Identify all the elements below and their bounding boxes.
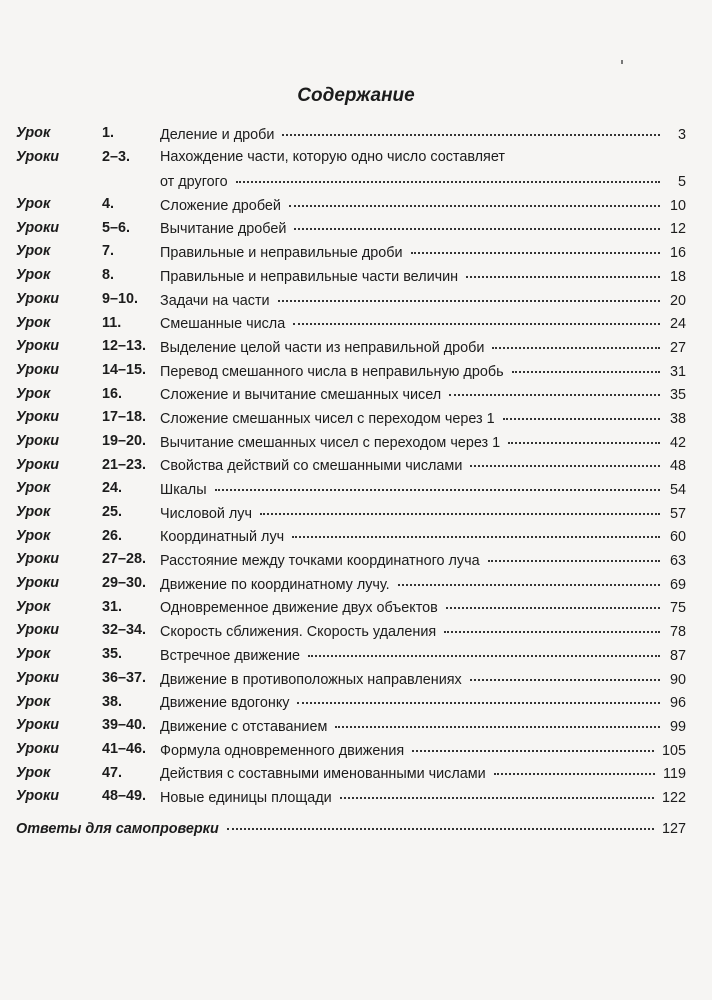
lesson-kind: Урок: [16, 196, 51, 213]
dot-leader: [293, 322, 660, 325]
lesson-kind: Урок: [16, 693, 51, 710]
dot-leader: [512, 370, 660, 373]
dot-leader: [444, 630, 660, 633]
lesson-kind: Урок: [16, 267, 51, 284]
toc-row[interactable]: [16, 572, 686, 596]
page-number: 35: [669, 387, 686, 404]
dot-leader: [292, 535, 660, 538]
lesson-kind: Уроки: [16, 622, 60, 639]
lesson-number: 24.: [102, 480, 123, 497]
toc-row[interactable]: [16, 596, 686, 620]
page-number: 90: [669, 671, 686, 688]
dot-leader: [236, 180, 660, 183]
dot-leader: [297, 701, 660, 704]
lesson-kind: Урок: [16, 646, 51, 663]
lesson-title: Перевод смешанного числа в неправильную дробь: [160, 363, 504, 380]
lesson-title: Движение по координатному лучу.: [160, 576, 390, 593]
page-number: 63: [669, 553, 686, 570]
lesson-kind: Урок: [16, 598, 51, 615]
lesson-kind: Урок: [16, 385, 51, 402]
lesson-number: 2–3.: [102, 148, 131, 165]
toc-row[interactable]: [16, 714, 686, 738]
lesson-kind: Уроки: [16, 290, 60, 307]
toc-row[interactable]: [16, 525, 686, 549]
page-number: 78: [669, 624, 686, 641]
toc-row[interactable]: [16, 691, 686, 715]
dot-leader: [470, 678, 660, 681]
dot-leader: [508, 441, 660, 444]
toc-row[interactable]: [16, 454, 686, 478]
lesson-number: 48–49.: [102, 788, 147, 805]
page-number: 122: [661, 789, 686, 806]
dot-leader: [398, 583, 660, 586]
lesson-number: 27–28.: [102, 551, 147, 568]
lesson-title: Движение вдогонку: [160, 695, 290, 712]
dot-leader: [466, 275, 660, 278]
lesson-kind: Урок: [16, 527, 51, 544]
page-number: 38: [669, 410, 686, 427]
page-number: 3: [677, 126, 686, 143]
lesson-title: Сложение и вычитание смешанных чисел: [160, 387, 442, 404]
toc-row[interactable]: [16, 667, 686, 691]
lesson-number: 4.: [102, 196, 115, 213]
lesson-number: 8.: [102, 267, 115, 284]
lesson-title: Расстояние между точками координатного луча: [160, 553, 480, 570]
lesson-number: 5–6.: [102, 219, 131, 236]
toc-row[interactable]: [16, 146, 686, 193]
toc-row[interactable]: [16, 359, 686, 383]
lesson-title: Числовой луч: [160, 505, 253, 522]
page-title: Содержание: [297, 85, 415, 106]
lesson-number: 16.: [102, 385, 123, 402]
dot-leader: [282, 133, 660, 136]
toc-row[interactable]: [16, 477, 686, 501]
lesson-title: Свойства действий со смешанными числами: [160, 458, 463, 475]
lesson-kind: Уроки: [16, 409, 60, 426]
toc-row[interactable]: [16, 643, 686, 667]
page-number: 10: [669, 197, 686, 214]
page-number: 27: [669, 339, 686, 356]
scan-speck: [621, 60, 623, 64]
toc-row[interactable]: [16, 264, 686, 288]
lesson-kind: Урок: [16, 764, 51, 781]
dot-leader: [215, 488, 660, 491]
lesson-title: Одновременное движение двух объектов: [160, 600, 438, 617]
toc-row[interactable]: [16, 785, 686, 809]
lesson-title: Деление и дроби: [160, 126, 275, 143]
lesson-number: 32–34.: [102, 622, 147, 639]
page-number: 18: [669, 268, 686, 285]
lesson-kind: Уроки: [16, 432, 60, 449]
lesson-kind: Уроки: [16, 338, 60, 355]
lesson-number: 9–10.: [102, 290, 139, 307]
page-number: 69: [669, 576, 686, 593]
dot-leader: [260, 512, 660, 515]
dot-leader: [227, 827, 654, 830]
page-number: 5: [677, 174, 686, 191]
dot-leader: [446, 606, 660, 609]
table-of-contents: [16, 122, 686, 809]
lesson-title: Шкалы: [160, 482, 207, 499]
lesson-number: 12–13.: [102, 338, 147, 355]
lesson-kind: Урок: [16, 125, 51, 141]
lesson-number: 21–23.: [102, 456, 147, 473]
dot-leader: [470, 464, 660, 467]
lesson-number: 7.: [102, 243, 115, 260]
lesson-number: 38.: [102, 693, 123, 710]
lesson-number: 29–30.: [102, 575, 147, 592]
page-number: 16: [669, 245, 686, 262]
lesson-title: Встречное движение: [160, 647, 301, 664]
toc-row[interactable]: [16, 548, 686, 572]
lesson-title: Вычитание смешанных чисел с переходом через 1: [160, 434, 501, 451]
dot-leader: [289, 204, 660, 207]
lesson-kind: Уроки: [16, 148, 60, 165]
lesson-kind: Уроки: [16, 788, 60, 805]
page-number: 24: [669, 316, 686, 333]
lesson-number: 14–15.: [102, 361, 147, 378]
page-number: 87: [669, 647, 686, 664]
lesson-kind: Уроки: [16, 740, 60, 757]
dot-leader: [340, 796, 654, 799]
lesson-kind: Урок: [16, 314, 51, 331]
dot-leader: [278, 299, 660, 302]
toc-row[interactable]: [16, 335, 686, 359]
dot-leader: [503, 417, 660, 420]
lesson-title: Новые единицы площади: [160, 789, 332, 806]
dot-leader: [494, 772, 655, 775]
toc-row[interactable]: [16, 738, 686, 762]
dot-leader: [412, 749, 654, 752]
page-number: 54: [669, 482, 686, 499]
lesson-title: Выделение целой части из неправильной дроби: [160, 339, 485, 356]
toc-row[interactable]: [16, 240, 686, 264]
lesson-number: 39–40.: [102, 717, 147, 734]
lesson-title: Сложение дробей: [160, 197, 281, 214]
answers-entry[interactable]: [16, 818, 686, 840]
lesson-title: Координатный луч: [160, 529, 285, 546]
lesson-kind: Уроки: [16, 361, 60, 378]
lesson-number: 47.: [102, 764, 123, 781]
lesson-number: 41–46.: [102, 740, 147, 757]
page-number: 75: [669, 600, 686, 617]
lesson-number: 25.: [102, 504, 123, 521]
toc-row[interactable]: [16, 383, 686, 407]
page-number: 60: [669, 529, 686, 546]
lesson-title: Формула одновременного движения: [160, 742, 405, 759]
lesson-kind: Урок: [16, 504, 51, 521]
lesson-kind: Уроки: [16, 551, 60, 568]
page-number: 12: [669, 221, 686, 238]
lesson-title: Действия с составными именованными числами: [160, 766, 486, 783]
lesson-number: 19–20.: [102, 432, 147, 449]
lesson-title: Вычитание дробей: [160, 221, 287, 238]
lesson-kind: Уроки: [16, 669, 60, 686]
toc-row[interactable]: [16, 501, 686, 525]
toc-row[interactable]: [16, 193, 686, 217]
dot-leader: [411, 251, 660, 254]
lesson-kind: Уроки: [16, 456, 60, 473]
toc-row[interactable]: [16, 430, 686, 454]
lesson-kind: Уроки: [16, 219, 60, 236]
lesson-number: 35.: [102, 646, 123, 663]
page-number: 105: [661, 742, 686, 759]
page-number: 42: [669, 434, 686, 451]
toc-row[interactable]: [16, 312, 686, 336]
lesson-number: 1.: [102, 125, 115, 141]
lesson-kind: Уроки: [16, 717, 60, 734]
lesson-number: 31.: [102, 598, 123, 615]
dot-leader: [492, 346, 660, 349]
page-number: 57: [669, 505, 686, 522]
toc-row[interactable]: [16, 122, 686, 146]
lesson-number: 11.: [102, 314, 122, 331]
lesson-number: 36–37.: [102, 669, 147, 686]
toc-row[interactable]: [16, 406, 686, 430]
lesson-number: 17–18.: [102, 409, 147, 426]
dot-leader: [308, 654, 660, 657]
lesson-title: Движение в противоположных направлениях: [160, 671, 462, 688]
toc-row[interactable]: [16, 288, 686, 312]
dot-leader: [449, 393, 660, 396]
page-number: 20: [669, 292, 686, 309]
lesson-title: Правильные и неправильные дроби: [160, 245, 403, 262]
page-number: 48: [669, 458, 686, 475]
dot-leader: [294, 227, 660, 230]
page-number: 99: [669, 718, 686, 735]
dot-leader: [488, 559, 660, 562]
lesson-kind: Урок: [16, 480, 51, 497]
lesson-number: 26.: [102, 527, 123, 544]
lesson-kind: Урок: [16, 243, 51, 260]
toc-row[interactable]: [16, 619, 686, 643]
page-number: 96: [669, 695, 686, 712]
toc-row[interactable]: [16, 217, 686, 241]
lesson-kind: Уроки: [16, 575, 60, 592]
toc-row[interactable]: [16, 762, 686, 786]
lesson-title: Движение с отставанием: [160, 718, 328, 735]
answers-label: Ответы для самопроверки: [16, 821, 219, 837]
page-number: 31: [669, 363, 686, 380]
lesson-title: Скорость сближения. Скорость удаления: [160, 624, 437, 641]
lesson-title: Смешанные числа: [160, 316, 286, 333]
lesson-title: от другого: [160, 174, 228, 191]
lesson-title-line: Нахождение части, которую одно число составляет: [160, 148, 505, 165]
lesson-title: Задачи на части: [160, 292, 270, 309]
dot-leader: [335, 725, 660, 728]
lesson-title: Правильные и неправильные части величин: [160, 268, 459, 285]
page-number: 119: [663, 766, 686, 783]
lesson-title: Сложение смешанных чисел с переходом через 1: [160, 410, 495, 427]
page-number: 127: [661, 821, 686, 837]
